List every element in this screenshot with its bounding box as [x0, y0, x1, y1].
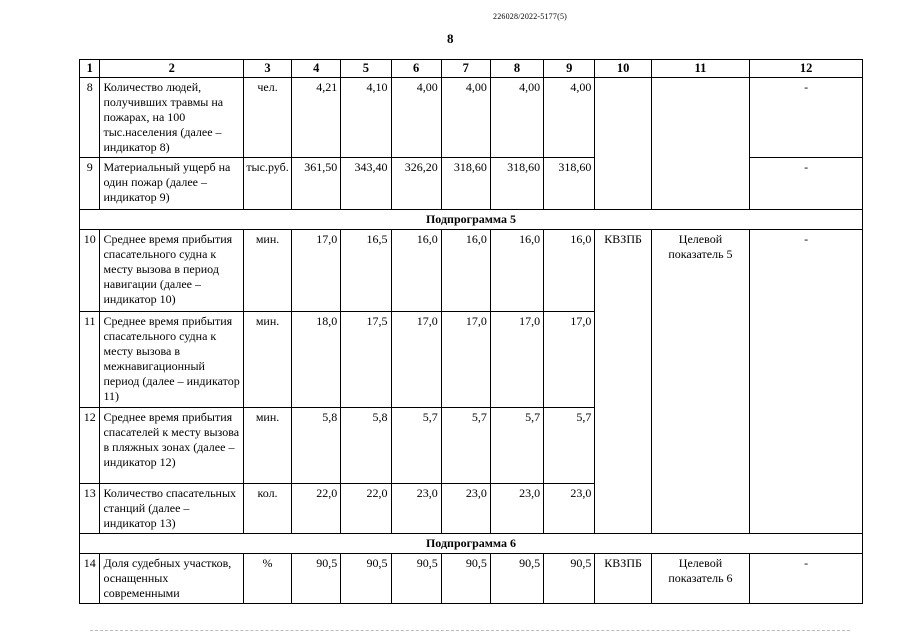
section-row [80, 210, 863, 230]
value-cell: 23,0 [544, 484, 595, 534]
value-cell: 318,60 [441, 158, 490, 210]
value-cell: 23,0 [490, 484, 543, 534]
unit-cell: чел. [243, 78, 291, 158]
value-cell: 22,0 [341, 484, 391, 534]
value-cell: 318,60 [490, 158, 543, 210]
table-row [80, 554, 863, 604]
value-cell: 90,5 [544, 554, 595, 604]
value-cell: 16,0 [441, 230, 490, 312]
header-cell: 12 [750, 60, 863, 78]
value-cell: 5,7 [441, 408, 490, 484]
value-cell: 23,0 [391, 484, 441, 534]
scan-artifact [90, 630, 850, 632]
value-cell: 5,7 [490, 408, 543, 484]
indicators-table [79, 59, 863, 604]
unit-cell: мин. [243, 408, 291, 484]
value-cell: 343,40 [341, 158, 391, 210]
indicator-name: Среднее время прибытия спасательного судна к месту вызова в межнавигационный период (далее – индикатор 11) [100, 312, 243, 408]
value-cell: 90,5 [490, 554, 543, 604]
row-number: 14 [80, 554, 100, 604]
value-cell: 17,0 [490, 312, 543, 408]
note-cell: - [750, 158, 863, 210]
responsible-cell [595, 78, 651, 210]
responsible-cell: КВЗПБ [595, 554, 651, 604]
target-cell [651, 78, 749, 210]
header-cell: 8 [490, 60, 543, 78]
header-cell: 4 [292, 60, 341, 78]
header-cell: 6 [391, 60, 441, 78]
value-cell: 16,0 [391, 230, 441, 312]
header-cell: 10 [595, 60, 651, 78]
value-cell: 17,0 [292, 230, 341, 312]
note-cell: - [750, 78, 863, 158]
responsible-cell: КВЗПБ [595, 230, 651, 534]
value-cell: 16,5 [341, 230, 391, 312]
row-number: 8 [80, 78, 100, 158]
indicator-name: Доля судебных участков, оснащенных современными [100, 554, 243, 604]
indicator-name: Материальный ущерб на один пожар (далее – индикатор 9) [100, 158, 243, 210]
row-number: 9 [80, 158, 100, 210]
value-cell: 4,00 [544, 78, 595, 158]
unit-cell: мин. [243, 230, 291, 312]
value-cell: 17,0 [544, 312, 595, 408]
section-row [80, 534, 863, 554]
row-number: 12 [80, 408, 100, 484]
value-cell: 326,20 [391, 158, 441, 210]
value-cell: 90,5 [341, 554, 391, 604]
value-cell: 22,0 [292, 484, 341, 534]
value-cell: 18,0 [292, 312, 341, 408]
value-cell: 90,5 [441, 554, 490, 604]
indicator-name: Среднее время прибытия спасательного судна к месту вызова в период навигации (далее – индикатор 10) [100, 230, 243, 312]
value-cell: 5,8 [292, 408, 341, 484]
header-cell: 2 [100, 60, 243, 78]
page-number: 8 [447, 31, 454, 46]
value-cell: 17,5 [341, 312, 391, 408]
header-cell: 3 [243, 60, 291, 78]
value-cell: 4,00 [391, 78, 441, 158]
document-number: 226028/2022-5177(5) [493, 12, 568, 21]
indicator-name: Среднее время прибытия спасателей к месту вызова в пляжных зонах (далее – индикатор 12) [100, 408, 243, 484]
value-cell: 5,8 [341, 408, 391, 484]
value-cell: 16,0 [544, 230, 595, 312]
row-number: 10 [80, 230, 100, 312]
value-cell: 4,10 [341, 78, 391, 158]
header-cell: 5 [341, 60, 391, 78]
value-cell: 318,60 [544, 158, 595, 210]
header-cell: 7 [441, 60, 490, 78]
row-number: 11 [80, 312, 100, 408]
value-cell: 5,7 [391, 408, 441, 484]
value-cell: 4,00 [490, 78, 543, 158]
header-cell: 11 [651, 60, 749, 78]
value-cell: 16,0 [490, 230, 543, 312]
value-cell: 4,00 [441, 78, 490, 158]
value-cell: 17,0 [391, 312, 441, 408]
value-cell: 361,50 [292, 158, 341, 210]
unit-cell: кол. [243, 484, 291, 534]
value-cell: 90,5 [391, 554, 441, 604]
row-number: 13 [80, 484, 100, 534]
value-cell: 23,0 [441, 484, 490, 534]
value-cell: 4,21 [292, 78, 341, 158]
table-row [80, 78, 863, 158]
note-cell: - [750, 230, 863, 534]
section-title: Подпрограмма 6 [80, 534, 863, 554]
unit-cell: мин. [243, 312, 291, 408]
header-row [80, 60, 863, 78]
section-title: Подпрограмма 5 [80, 210, 863, 230]
table-row [80, 230, 863, 312]
indicator-name: Количество спасательных станций (далее – индикатор 13) [100, 484, 243, 534]
target-cell: Целевой показатель 6 [651, 554, 749, 604]
header-cell: 1 [80, 60, 100, 78]
unit-cell: тыс.руб. [243, 158, 291, 210]
header-cell: 9 [544, 60, 595, 78]
value-cell: 90,5 [292, 554, 341, 604]
target-cell: Целевой показатель 5 [651, 230, 749, 534]
value-cell: 17,0 [441, 312, 490, 408]
indicator-name: Количество людей, получивших травмы на пожарах, на 100 тыс.населения (далее – индикатор 8) [100, 78, 243, 158]
value-cell: 5,7 [544, 408, 595, 484]
note-cell: - [750, 554, 863, 604]
unit-cell: % [243, 554, 291, 604]
